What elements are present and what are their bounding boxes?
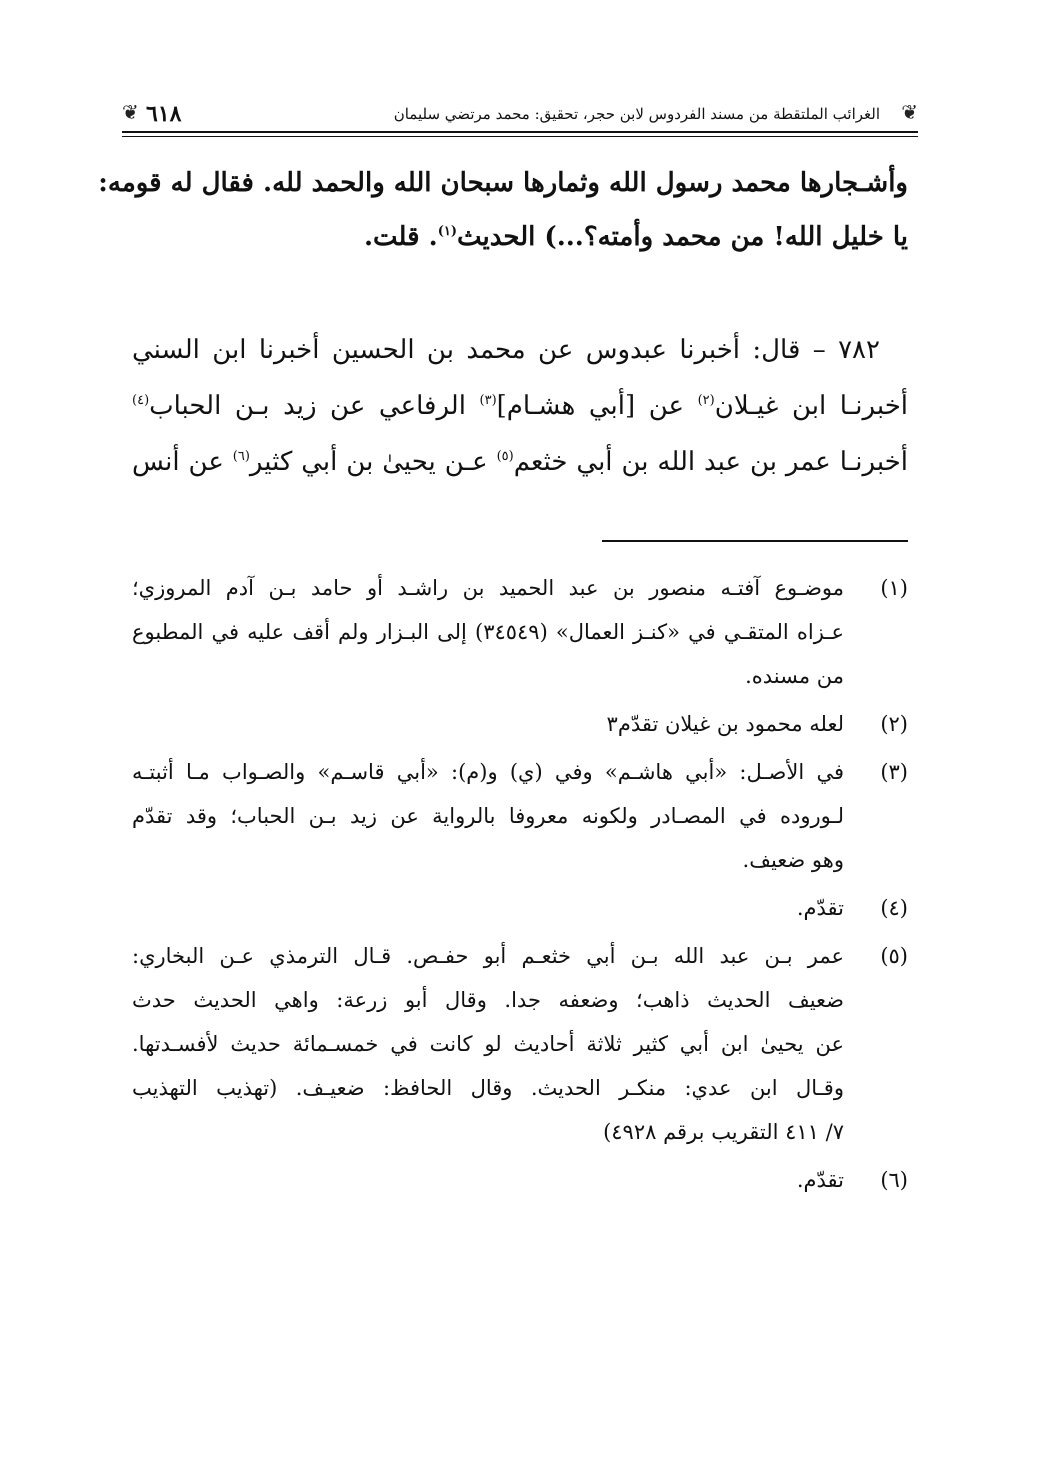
footnote-line: في الأصـل: «أبي هاشـم» وفي (ي) و(م): «أبي قاسـم» والصـواب مـا أثبتـه	[132, 760, 844, 784]
footnote-number: (٣)	[880, 760, 908, 784]
footnote-4	[132, 886, 908, 930]
footnote-number: (٦)	[880, 1168, 908, 1192]
footnote-ref: (٥)	[496, 449, 514, 464]
footnote-line: ضعيف الحديث ذاهب؛ وضعفه جدا. وقال أبو زرعة: واهي الحديث حدث	[132, 988, 844, 1012]
text-segment: عن [أبي هشـام]	[496, 391, 698, 421]
hadith-text-continued	[98, 156, 908, 264]
text-segment: أخبرنـا ابن غيـلان	[714, 391, 909, 421]
footnote-number: (١)	[880, 576, 908, 600]
text-segment: الرفاعي عن زيد بـن الحباب	[149, 391, 480, 421]
footnote-line: وقـال ابن عدي: منكـر الحديث. وقال الحافظ: ضعيـف. (تهذيب التهذيب	[132, 1076, 844, 1100]
footnote-line: عـزاه المتقـي في «كنـز العمال» (٣٤٥٤٩) إلى البـزار ولم أقف عليه في المطبوع	[132, 620, 844, 644]
footnote-number: (٤)	[880, 896, 908, 920]
text-segment: يا خليل الله! من محمد وأمته؟...) الحديث	[457, 222, 908, 252]
footnote-separator	[602, 540, 908, 542]
footnote-line: تقدّم.	[796, 1168, 844, 1192]
header-rule-thick	[122, 131, 918, 133]
text-line	[132, 210, 908, 264]
ornament-left-icon: ❦	[122, 100, 139, 124]
footnote-6	[132, 1158, 908, 1202]
text-line	[132, 434, 908, 490]
text-segment: عـن يحيىٰ بن أبي كثير	[249, 447, 497, 477]
footnote-ref: (٢)	[697, 393, 715, 408]
footnote-ref: (٤)	[132, 393, 150, 408]
text-segment: . قلت.	[363, 222, 438, 252]
footnote-line: تقدّم.	[796, 896, 844, 920]
hadith-782	[132, 322, 908, 490]
footnote-5	[132, 934, 908, 1154]
footnote-line: لعله محمود بن غيلان تقدّم٣	[606, 712, 844, 736]
footnote-3	[132, 750, 908, 882]
footnote-line: لـوروده في المصـادر ولكونه معروفا بالرواية عن زيد بـن الحباب؛ وقد تقدّم	[132, 804, 844, 828]
footnote-line: عن يحيىٰ ابن أبي كثير ثلاثة أحاديث لو كانت في خمسـمائة حديث لأفسـدتها.	[132, 1032, 844, 1056]
footnote-ref: (٦)	[232, 449, 250, 464]
text-line: وأشـجارها محمد رسول الله وثمارها سبحان الله والحمد لله. فقال له قومه:	[98, 168, 908, 198]
page-number: ٦١٨	[146, 101, 182, 127]
footnote-line: من مسنده.	[745, 664, 844, 688]
text-segment: أخبرنـا عمر بن عبد الله بن أبي خثعم	[513, 447, 908, 477]
footnote-ref: (١)	[437, 224, 457, 239]
text-line	[132, 378, 908, 434]
footnote-number: (٥)	[880, 944, 908, 968]
footnote-2	[132, 702, 908, 746]
ornament-right-icon: ❦	[901, 100, 918, 124]
running-title: الغرائب الملتقطة من مسند الفردوس لابن حجر، تحقيق: محمد مرتضي سليمان	[393, 105, 880, 123]
footnote-1	[132, 566, 908, 698]
footnote-number: (٢)	[880, 712, 908, 736]
text-line: ٧٨٢ – قال: أخبرنا عبدوس عن محمد بن الحسين أخبرنا ابن السني	[132, 335, 880, 365]
footnote-line: ٧/ ٤١١ التقريب برقم ٤٩٢٨)	[603, 1120, 844, 1144]
footnote-line: موضـوع آفتـه منصور بن عبد الحميد بن راشـد أو حامد بـن آدم المروزي؛	[132, 576, 844, 600]
footnotes	[132, 566, 908, 1206]
footnote-line: عمر بـن عبد الله بـن أبي خثعـم أبو حفـص. قـال الترمذي عـن البخاري:	[132, 944, 844, 968]
header-rule-thin	[122, 136, 918, 137]
text-segment: عن أنس	[132, 447, 233, 477]
footnote-line: وهو ضعيف.	[742, 848, 844, 872]
running-header	[122, 98, 918, 140]
footnote-ref: (٣)	[479, 393, 497, 408]
